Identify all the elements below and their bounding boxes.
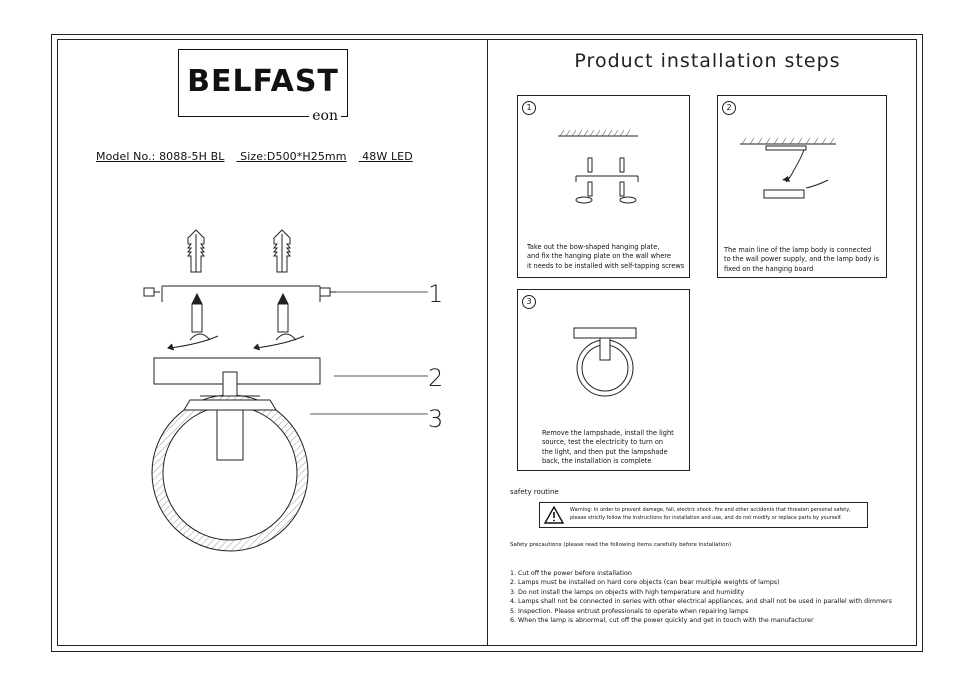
precaution-item: 1. Cut off the power before installation xyxy=(510,570,632,577)
precautions-label: Safety precautions (please read the following items carefully before installation) xyxy=(510,542,732,548)
step-3-line: the light, and then put the lampshade xyxy=(542,447,668,456)
model-info xyxy=(96,150,425,163)
step-1-box xyxy=(517,95,690,278)
precaution-list xyxy=(510,569,892,625)
leader-lines xyxy=(310,292,428,414)
step-2-number: 2 xyxy=(722,101,736,115)
step-3-number: 3 xyxy=(522,295,536,309)
model-number: Model No.: 8088-5H BL xyxy=(96,150,225,163)
step-1-number: 1 xyxy=(522,101,536,115)
lamp-ring xyxy=(152,372,308,551)
step-1-line: and fix the hanging plate on the wall where xyxy=(527,252,671,261)
step-1-line: it needs to be installed with self-tapping screws xyxy=(527,261,685,270)
screw-right xyxy=(254,294,304,350)
precaution-item: 5. Inspection. Please entrust professionals to operate when repairing lamps xyxy=(510,607,749,615)
step-3-line: source, test the electricity to turn on xyxy=(542,438,664,447)
warning-box xyxy=(539,502,868,528)
step-3-line: Remove the lampshade, install the light xyxy=(542,429,674,437)
step-3-box xyxy=(517,289,690,471)
screw-left xyxy=(168,294,218,350)
precaution-item: 6. When the lamp is abnormal, cut off the power quickly and get in touch with the manufacturer xyxy=(510,617,814,625)
callout-2: 2 xyxy=(428,364,444,392)
hanging-plate xyxy=(144,286,336,302)
step-1-line: Take out the bow-shaped hanging plate, xyxy=(527,243,660,251)
brand-logo xyxy=(178,49,348,124)
step-2-line: fixed on the hanging board xyxy=(724,264,814,273)
warning-icon xyxy=(544,506,564,524)
page-title: Product installation steps xyxy=(574,50,841,72)
logo-sub-text: eon xyxy=(309,108,341,124)
step-2-text xyxy=(724,246,886,274)
step-2-box xyxy=(717,95,887,278)
step-3-text xyxy=(542,429,688,466)
model-power: 48W LED xyxy=(362,150,413,163)
wall-anchor-left xyxy=(188,230,204,272)
warning-text: Warning: In order to prevent damage, fall, electric shock, fire and other accidents that threaten personal safety, please strictly follow the instructions for installation and use, and do not modify or replace parts by yourself. xyxy=(570,507,851,521)
step-1-text xyxy=(527,243,687,271)
callout-3: 3 xyxy=(428,405,444,433)
step-3-illustration xyxy=(570,324,640,404)
safety-routine-label: safety routine xyxy=(510,488,559,496)
step-1-illustration xyxy=(548,126,658,206)
precaution-item: 4. Lamps shall not be connected in series with other electrical appliances, and shall not be used in parallel with dimmers xyxy=(510,598,892,606)
logo-main-text: BELFAST xyxy=(187,64,339,99)
step-2-line: to the wall power supply, and the lamp body is xyxy=(724,255,879,264)
wall-anchor-right xyxy=(274,230,290,272)
step-2-illustration xyxy=(738,132,868,212)
callout-1: 1 xyxy=(428,280,444,308)
model-size: Size:D500*H25mm xyxy=(240,150,347,163)
center-divider xyxy=(487,39,488,645)
step-3-line: back, the installation is complete xyxy=(542,456,652,465)
step-2-line: The main line of the lamp body is connected xyxy=(724,246,872,254)
precaution-item: 3. Do not install the lamps on objects with high temperature and humidity xyxy=(510,588,745,596)
exploded-diagram xyxy=(130,220,470,580)
precaution-item: 2. Lamps must be installed on hard core objects (can bear multiple weights of lamps) xyxy=(510,579,780,587)
